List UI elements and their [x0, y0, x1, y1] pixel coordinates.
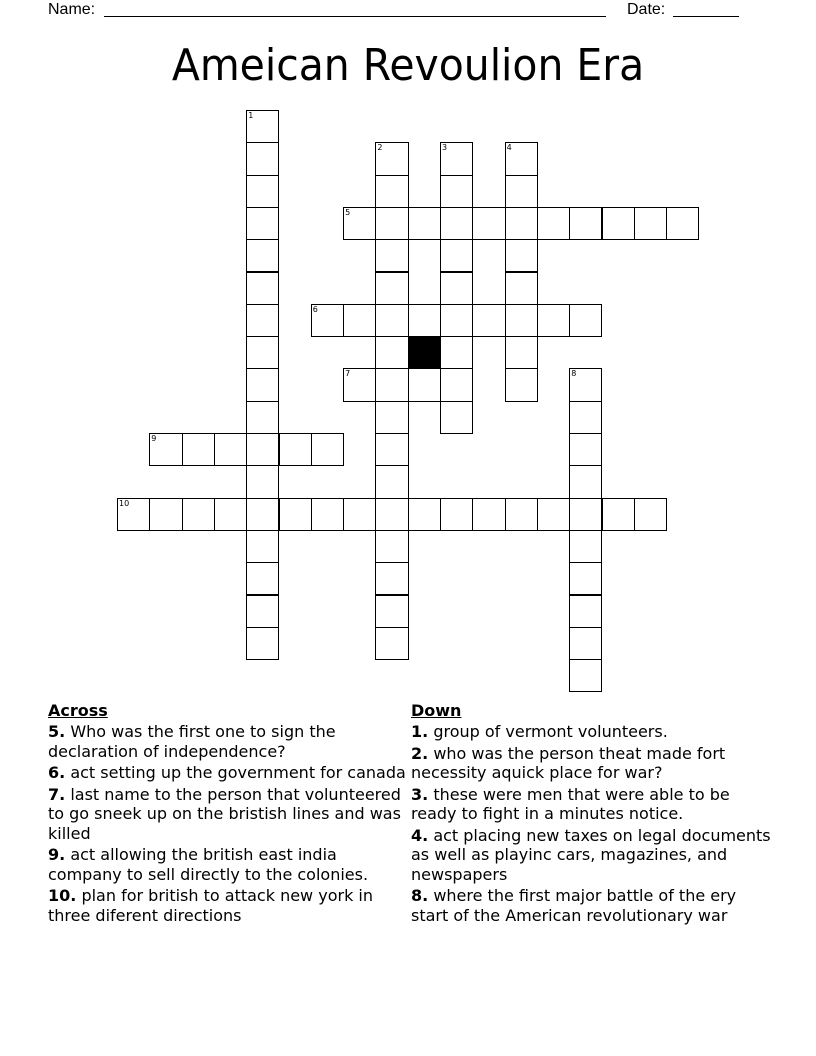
grid-cell[interactable]: [246, 627, 279, 660]
grid-cell[interactable]: [569, 562, 602, 595]
grid-cell[interactable]: [505, 239, 538, 272]
clue-number-label: 2: [377, 143, 383, 153]
grid-cell[interactable]: [375, 175, 408, 208]
grid-cell[interactable]: [569, 627, 602, 660]
clue-number-label: 5: [345, 207, 351, 217]
grid-cell[interactable]: [279, 498, 312, 531]
grid-cell[interactable]: [602, 498, 635, 531]
clue-down-4: 4. act placing new taxes on legal documents as well as playinc cars, magazines, and newspapers: [411, 825, 771, 884]
grid-cell[interactable]: [246, 142, 279, 175]
grid-cell[interactable]: [214, 498, 247, 531]
grid-cell[interactable]: [505, 175, 538, 208]
grid-cell[interactable]: [149, 433, 182, 466]
grid-cell[interactable]: [634, 207, 667, 240]
grid-cell[interactable]: [246, 498, 279, 531]
clue-number-label: 7: [345, 369, 351, 379]
clue-number-label: 1: [248, 111, 254, 120]
grid-cell[interactable]: [375, 207, 408, 240]
grid-cell[interactable]: [246, 530, 279, 563]
grid-cell[interactable]: [343, 368, 376, 401]
grid-cell[interactable]: [505, 368, 538, 401]
clue-number-label: 4: [506, 143, 512, 153]
clue-down-1: 1. group of vermont volunteers.: [411, 722, 668, 741]
clue-number-label: 6: [312, 304, 318, 314]
grid-cell[interactable]: [440, 175, 473, 208]
grid-cell[interactable]: [505, 142, 538, 175]
grid-cell[interactable]: [634, 498, 667, 531]
clue-number-label: 3: [442, 143, 448, 153]
grid-cell[interactable]: [440, 207, 473, 240]
grid-cell[interactable]: [246, 110, 279, 143]
clue-across-7: 7. last name to the person that volunteered to go sneek up on the bristish lines and was killed: [48, 784, 401, 843]
grid-cell[interactable]: [182, 433, 215, 466]
grid-cell[interactable]: [440, 336, 473, 369]
grid-cell[interactable]: [375, 627, 408, 660]
grid-cell[interactable]: [246, 175, 279, 208]
grid-cell[interactable]: [246, 465, 279, 498]
grid-cell[interactable]: [375, 530, 408, 563]
clue-across-6: 6. act setting up the government for canada: [48, 763, 406, 782]
clue-across-10: 10. plan for british to attack new york in three diferent directions: [48, 886, 373, 925]
black-cell: [408, 336, 441, 369]
down-heading: Down: [411, 701, 462, 720]
date-label: Date:: [627, 1, 666, 18]
grid-cell[interactable]: [440, 498, 473, 531]
grid-cell[interactable]: [569, 659, 602, 692]
clue-number-label: 8: [571, 369, 577, 379]
grid-cell[interactable]: [311, 433, 344, 466]
grid-cell[interactable]: [569, 498, 602, 531]
grid-cell[interactable]: [246, 239, 279, 272]
grid-cell[interactable]: [311, 498, 344, 531]
grid-cell[interactable]: [343, 304, 376, 337]
name-label: Name:: [48, 1, 96, 18]
grid-cell[interactable]: [246, 336, 279, 369]
grid-cell[interactable]: [375, 336, 408, 369]
clue-number-label: 10: [119, 498, 130, 508]
grid-cell[interactable]: [343, 207, 376, 240]
grid-cell[interactable]: [569, 465, 602, 498]
page-title: Ameican Revoulion Era: [171, 40, 645, 91]
grid-cell[interactable]: [472, 498, 505, 531]
grid-cell[interactable]: [569, 368, 602, 401]
grid-cell[interactable]: [149, 498, 182, 531]
grid-cell[interactable]: [440, 401, 473, 434]
grid-cell[interactable]: [246, 562, 279, 595]
grid-cell[interactable]: [375, 595, 408, 628]
grid-cell[interactable]: [408, 498, 441, 531]
grid-cell[interactable]: [375, 401, 408, 434]
grid-cell[interactable]: [375, 498, 408, 531]
grid-cell[interactable]: [311, 304, 344, 337]
clue-number-label: 9: [151, 434, 157, 443]
grid-cell[interactable]: [505, 304, 538, 337]
grid-cell[interactable]: [246, 433, 279, 466]
clue-down-8: 8. where the first major battle of the ery start of the American revolutionary war: [411, 886, 737, 925]
grid-cell[interactable]: [666, 207, 699, 240]
grid-cell[interactable]: [505, 207, 538, 240]
grid-cell[interactable]: [569, 433, 602, 466]
grid-cell[interactable]: [569, 207, 602, 240]
grid-cell[interactable]: [279, 433, 312, 466]
grid-cell[interactable]: [375, 272, 408, 305]
grid-cell[interactable]: [182, 498, 215, 531]
grid-cell[interactable]: [343, 498, 376, 531]
across-clues: [48, 701, 408, 927]
grid-cell[interactable]: [537, 304, 570, 337]
grid-cell[interactable]: [505, 336, 538, 369]
grid-cell[interactable]: [472, 207, 505, 240]
grid-cell[interactable]: [375, 239, 408, 272]
grid-cell[interactable]: [440, 304, 473, 337]
grid-cell[interactable]: [375, 433, 408, 466]
grid-cell[interactable]: [375, 142, 408, 175]
grid-cell[interactable]: [440, 142, 473, 175]
grid-cell[interactable]: [375, 368, 408, 401]
grid-cell[interactable]: [569, 530, 602, 563]
grid-cell[interactable]: [505, 272, 538, 305]
grid-cell[interactable]: [246, 207, 279, 240]
grid-cell[interactable]: [569, 595, 602, 628]
grid-cell[interactable]: [505, 498, 538, 531]
grid-cell[interactable]: [375, 465, 408, 498]
grid-cell[interactable]: [375, 562, 408, 595]
grid-cell[interactable]: [246, 272, 279, 305]
grid-cell[interactable]: [537, 498, 570, 531]
grid-cell[interactable]: [569, 401, 602, 434]
grid-cell[interactable]: [246, 304, 279, 337]
grid-cell[interactable]: [472, 304, 505, 337]
down-clues: [411, 701, 771, 927]
grid-cell[interactable]: [246, 368, 279, 401]
clue-across-9: 9. act allowing the british east india company to sell directly to the colonies.: [48, 845, 369, 884]
grid-cell[interactable]: [440, 368, 473, 401]
grid-cell[interactable]: [117, 498, 150, 531]
clue-across-5: 5. Who was the first one to sign the declaration of independence?: [48, 722, 336, 761]
grid-cell[interactable]: [440, 272, 473, 305]
clue-down-2: 2. who was the person theat made fort necessity aquick place for war?: [411, 743, 726, 782]
grid-cell[interactable]: [602, 207, 635, 240]
across-heading: Across: [48, 701, 108, 720]
grid-cell[interactable]: [246, 401, 279, 434]
grid-cell[interactable]: [408, 368, 441, 401]
grid-cell[interactable]: [408, 207, 441, 240]
grid-cell[interactable]: [408, 304, 441, 337]
grid-cell[interactable]: [214, 433, 247, 466]
clue-down-3: 3. these were men that were able to be ready to fight in a minutes notice.: [411, 784, 730, 823]
grid-cell[interactable]: [440, 239, 473, 272]
grid-cell[interactable]: [537, 207, 570, 240]
grid-cell[interactable]: [375, 304, 408, 337]
grid-cell[interactable]: [569, 304, 602, 337]
grid-cell[interactable]: [246, 595, 279, 628]
